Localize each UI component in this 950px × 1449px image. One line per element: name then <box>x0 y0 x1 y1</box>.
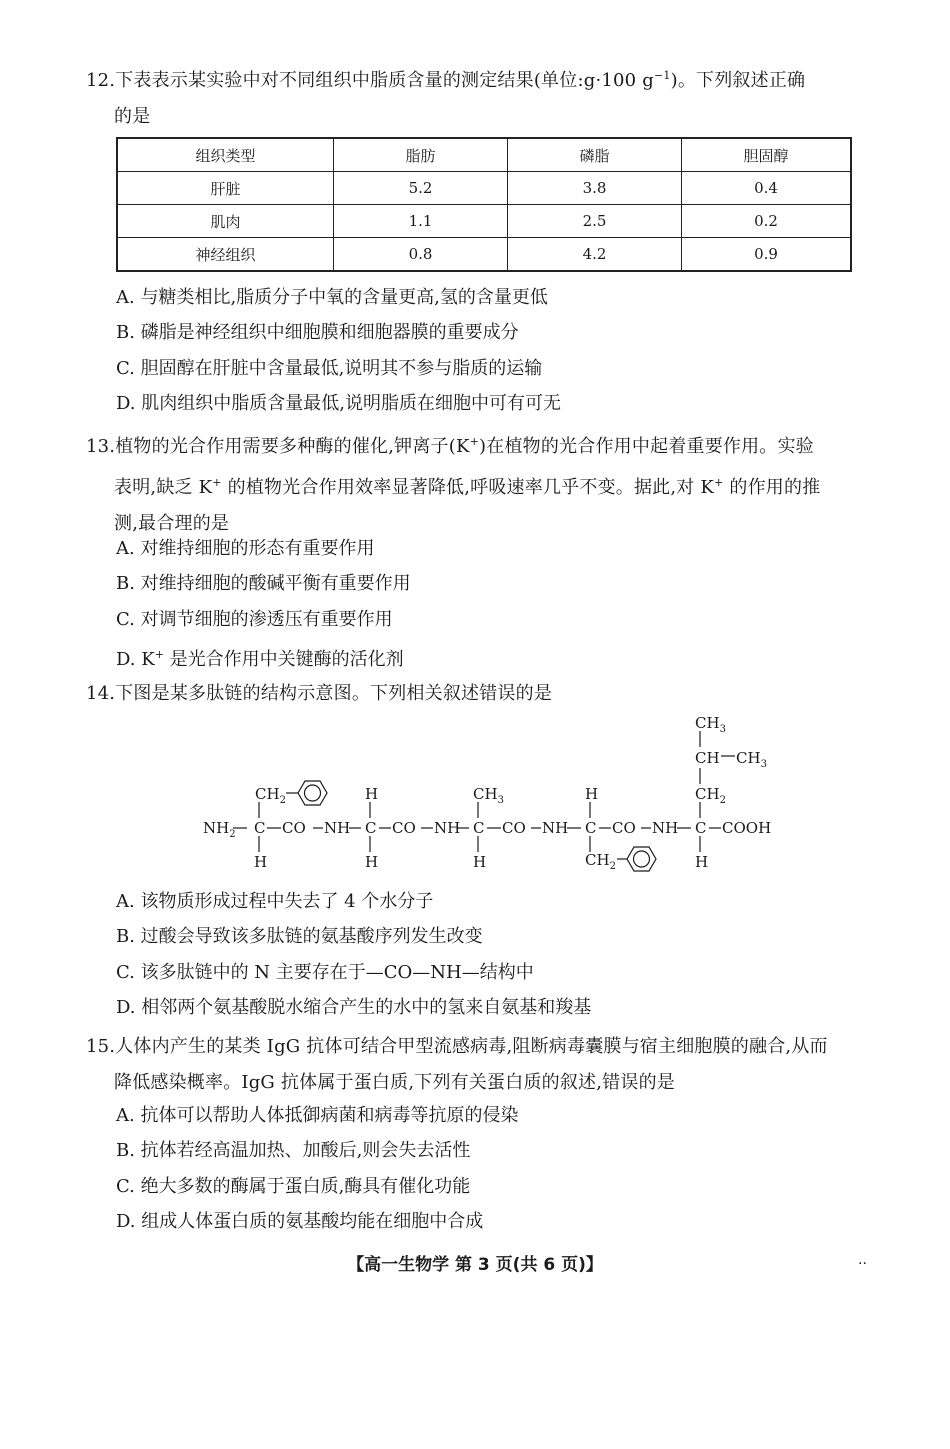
stem-text: 的作用的推 <box>723 477 821 498</box>
question-stem: 下表表示某实验中对不同组织中脂质含量的测定结果(单位:g·100 g <box>115 70 654 91</box>
lipid-content-table <box>116 137 852 272</box>
table-cell: 0.4 <box>682 172 852 205</box>
atom-label: NH <box>542 819 569 837</box>
question-12 <box>86 58 870 135</box>
atom-label: H <box>473 853 487 871</box>
stem-text: 的植物光合作用效率显著降低,呼吸速率几乎不变。据此,对 K <box>221 477 715 498</box>
question-stem: 下图是某多肽链的结构示意图。下列相关叙述错误的是 <box>115 683 553 704</box>
table-row <box>117 238 851 272</box>
ion-superscript: + <box>714 476 724 489</box>
table-cell: 5.2 <box>334 172 508 205</box>
ion-superscript: + <box>469 435 480 448</box>
ion-superscript: + <box>212 476 222 489</box>
option-text: 是光合作用中关键酶的活化剂 <box>163 649 404 670</box>
atom-label: H <box>695 853 709 871</box>
atom-label: CO <box>612 819 636 837</box>
atom-label: $CH_3$ <box>473 785 504 806</box>
question-number: 15. <box>86 1036 116 1057</box>
table-header: 磷脂 <box>508 138 682 172</box>
option-text: D. K <box>116 649 155 670</box>
atom-label: NH <box>652 819 679 837</box>
benzene-ring-circle <box>305 785 321 801</box>
benzene-ring-circle <box>634 851 650 867</box>
table-cell: 肝脏 <box>117 172 334 205</box>
ion-superscript: + <box>154 648 164 661</box>
table-header: 胆固醇 <box>682 138 852 172</box>
atom-label: CH <box>695 749 720 767</box>
question-stem-cont: 测,最合理的是 <box>114 513 230 534</box>
option-b: B. 抗体若经高温加热、加酸后,则会失去活性 <box>116 1140 471 1161</box>
option-c: C. 胆固醇在肝脏中含量最低,说明其不参与脂质的运输 <box>116 358 543 379</box>
footer-dots: .. <box>858 1252 867 1268</box>
table-cell: 0.8 <box>334 238 508 272</box>
option-b: B. 对维持细胞的酸碱平衡有重要作用 <box>116 573 411 594</box>
atom-label: C <box>473 819 485 837</box>
option-c: C. 绝大多数的酶属于蛋白质,酶具有催化功能 <box>116 1176 471 1197</box>
table-header: 组织类型 <box>117 138 334 172</box>
stem-text: 表明,缺乏 K <box>114 477 213 498</box>
table-row <box>117 205 851 238</box>
polypeptide-structure <box>195 710 795 880</box>
option-d: D. 组成人体蛋白质的氨基酸均能在细胞中合成 <box>116 1211 484 1232</box>
table-cell: 4.2 <box>508 238 682 272</box>
atom-label: $NH_2$ <box>203 819 236 840</box>
atom-label: H <box>585 785 599 803</box>
option-b: B. 过酸会导致该多肽链的氨基酸序列发生改变 <box>116 926 483 947</box>
option-a: A. 抗体可以帮助人体抵御病菌和病毒等抗原的侵染 <box>116 1105 519 1126</box>
table-cell: 0.2 <box>682 205 852 238</box>
question-14 <box>86 676 870 712</box>
option-d: D. 肌肉组织中脂质含量最低,说明脂质在细胞中可有可无 <box>116 393 561 414</box>
table-cell: 1.1 <box>334 205 508 238</box>
question-15 <box>86 1029 870 1101</box>
atom-label: CO <box>502 819 526 837</box>
table-cell: 神经组织 <box>117 238 334 272</box>
unit-superscript: −1 <box>653 69 671 82</box>
question-stem-cont <box>86 465 870 506</box>
atom-label: $CH_2$ <box>585 851 616 872</box>
option-a: A. 该物质形成过程中失去了 4 个水分子 <box>116 891 434 912</box>
question-stem-end: )。下列叙述正确 <box>670 70 806 91</box>
option-a: A. 与糖类相比,脂质分子中氧的含量更高,氢的含量更低 <box>116 287 548 308</box>
question-stem-cont: 降低感染概率。IgG 抗体属于蛋白质,下列有关蛋白质的叙述,错误的是 <box>114 1072 675 1093</box>
atom-label: H <box>365 785 379 803</box>
question-stem: 植物的光合作用需要多种酶的催化,钾离子(K <box>115 436 470 457</box>
atom-label: NH <box>434 819 461 837</box>
option-b: B. 磷脂是神经组织中细胞膜和细胞器膜的重要成分 <box>116 322 519 343</box>
question-stem: )在植物的光合作用中起着重要作用。实验 <box>479 436 814 457</box>
atom-label: NH <box>324 819 351 837</box>
atom-label: CO <box>392 819 416 837</box>
option-d <box>116 643 404 672</box>
question-stem-cont: 的是 <box>114 106 151 127</box>
atom-label: H <box>365 853 379 871</box>
question-stem: 人体内产生的某类 IgG 抗体可结合甲型流感病毒,阻断病毒囊膜与宿主细胞膜的融合,从而 <box>115 1036 828 1057</box>
question-number: 13. <box>86 436 116 457</box>
atom-label: C <box>695 819 707 837</box>
atom-label: C <box>254 819 266 837</box>
atom-label: $CH_2$ <box>255 785 286 806</box>
table-cell: 肌肉 <box>117 205 334 238</box>
atom-label: $CH_3$ <box>695 714 726 735</box>
option-d: D. 相邻两个氨基酸脱水缩合产生的水中的氢来自氨基和羧基 <box>116 997 592 1018</box>
question-13 <box>86 424 870 542</box>
table-header-row <box>117 138 851 172</box>
atom-label: H <box>254 853 268 871</box>
table-cell: 3.8 <box>508 172 682 205</box>
atom-label: C <box>365 819 377 837</box>
table-cell: 2.5 <box>508 205 682 238</box>
question-number: 12. <box>86 70 116 91</box>
option-c: C. 该多肽链中的 N 主要存在于—CO—NH—结构中 <box>116 962 534 983</box>
option-a: A. 对维持细胞的形态有重要作用 <box>116 538 375 559</box>
option-c: C. 对调节细胞的渗透压有重要作用 <box>116 609 393 630</box>
page-footer: 【高一生物学 第 3 页(共 6 页)】 <box>347 1255 603 1275</box>
atom-label: CO <box>282 819 306 837</box>
atom-label: $CH_3$ <box>736 749 767 770</box>
question-number: 14. <box>86 683 116 704</box>
atom-label: $CH_2$ <box>695 785 726 806</box>
atom-label: C <box>585 819 597 837</box>
table-header: 脂肪 <box>334 138 508 172</box>
table-cell: 0.9 <box>682 238 852 272</box>
atom-label: COOH <box>722 819 772 837</box>
table-row <box>117 172 851 205</box>
